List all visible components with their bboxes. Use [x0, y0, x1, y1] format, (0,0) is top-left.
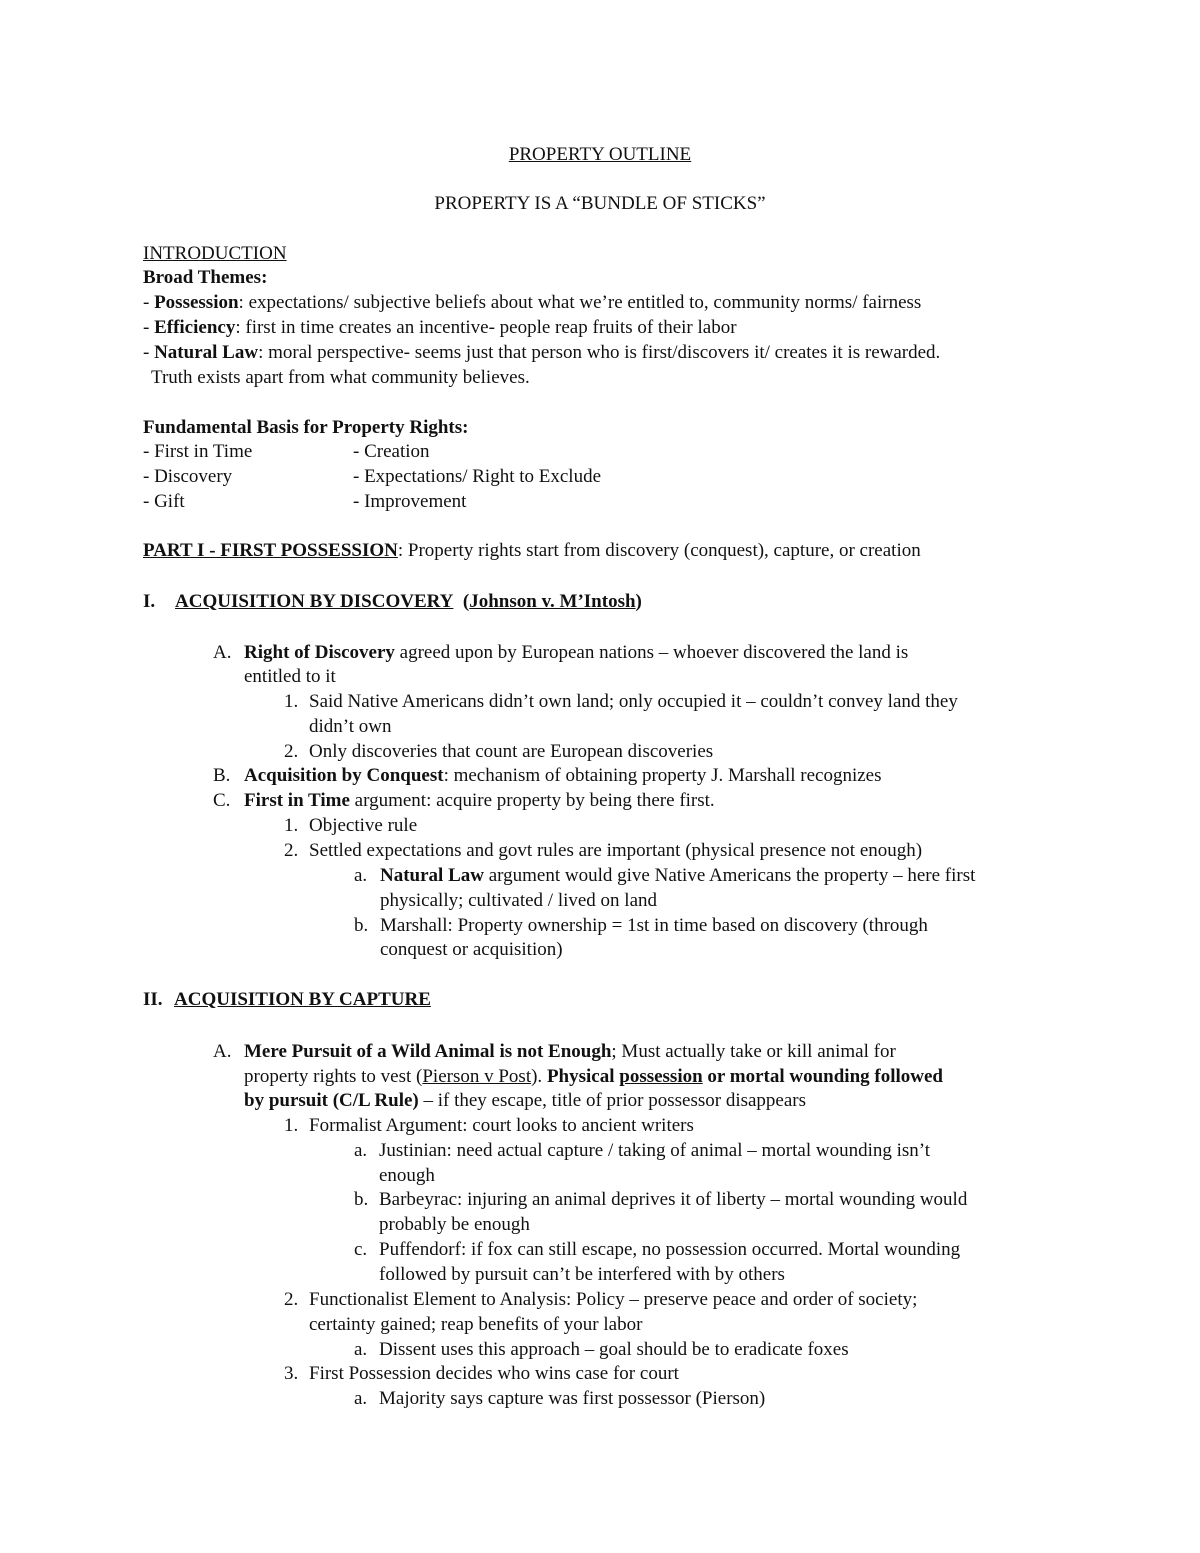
section1-item-c2b-cont: conquest or acquisition) [380, 939, 563, 960]
section2-item-a1c-cont: followed by pursuit can’t be interfered with by others [379, 1264, 785, 1285]
section1-item-b: Acquisition by Conquest: mechanism of obtaining property J. Marshall recognizes [244, 765, 882, 786]
section2-item-a-line3: by pursuit (C/L Rule) – if they escape, title of prior possessor disappears [244, 1090, 807, 1111]
section2-item-a1b-cont: probably be enough [379, 1214, 530, 1235]
section2-item-a3a: Majority says capture was first possessor (Pierson) [379, 1388, 766, 1409]
section2-item-a1c: Puffendorf: if fox can still escape, no possession occurred. Mortal wounding [379, 1239, 961, 1260]
section2-item-a2: Functionalist Element to Analysis: Policy – preserve peace and order of society; [309, 1289, 918, 1310]
section1-item-c2a: Natural Law argument would give Native Americans the property – here first [380, 865, 976, 886]
item-label: a. [354, 1388, 368, 1409]
item-label: 1. [284, 691, 299, 712]
section1-item-a: Right of Discovery agreed upon by European nations – whoever discovered the land is [244, 642, 909, 663]
section1-item-a1-cont: didn’t own [309, 716, 392, 737]
intro-heading: INTRODUCTION [143, 243, 287, 264]
section1-item-a2: Only discoveries that count are European discoveries [309, 741, 714, 762]
item-label: a. [354, 1339, 368, 1360]
basis-left-item: - First in Time [143, 441, 253, 462]
fundamental-heading: Fundamental Basis for Property Rights: [143, 417, 469, 438]
item-label: 3. [284, 1363, 299, 1384]
section2-item-a1b: Barbeyrac: injuring an animal deprives it of liberty – mortal wounding would [379, 1189, 968, 1210]
section2-item-a: Mere Pursuit of a Wild Animal is not Enough; Must actually take or kill animal for [244, 1041, 896, 1062]
section1-item-a-cont: entitled to it [244, 666, 336, 687]
basis-right-item: - Expectations/ Right to Exclude [353, 466, 602, 487]
item-label: B. [213, 765, 231, 786]
section2-item-a1: Formalist Argument: court looks to ancient writers [309, 1115, 694, 1136]
section2-item-a1a: Justinian: need actual capture / taking of animal – mortal wounding isn’t [379, 1140, 931, 1161]
basis-left-item: - Discovery [143, 466, 233, 487]
item-label: 1. [284, 1115, 299, 1136]
theme-natural-law: - Natural Law: moral perspective- seems just that person who is first/discovers it/ creates it is rewarded. [143, 342, 941, 363]
basis-right-item: - Improvement [353, 491, 467, 512]
item-label: c. [354, 1239, 368, 1260]
theme-possession: - Possession: expectations/ subjective beliefs about what we’re entitled to, community norms/ fairness [143, 292, 922, 313]
basis-right-item: - Creation [353, 441, 430, 462]
section2-number: II. [143, 989, 163, 1010]
item-label: 2. [284, 840, 299, 861]
item-label: A. [213, 642, 232, 663]
section1-item-c2b: Marshall: Property ownership = 1st in time based on discovery (through [380, 915, 928, 936]
document-subtitle: PROPERTY IS A “BUNDLE OF STICKS” [434, 193, 766, 214]
section2-item-a3: First Possession decides who wins case for court [309, 1363, 679, 1384]
basis-left-item: - Gift [143, 491, 185, 512]
section2-item-a-line2: property rights to vest (Pierson v Post). Physical possession or mortal wounding followed [244, 1066, 944, 1087]
item-label: b. [354, 1189, 369, 1210]
broad-themes-heading: Broad Themes: [143, 267, 268, 288]
section1-item-c2a-cont: physically; cultivated / lived on land [380, 890, 658, 911]
section1-item-a1: Said Native Americans didn’t own land; only occupied it – couldn’t convey land they [309, 691, 958, 712]
item-label: b. [354, 915, 369, 936]
theme-efficiency: - Efficiency: first in time creates an incentive- people reap fruits of their labor [143, 317, 737, 338]
section1-item-c2: Settled expectations and govt rules are important (physical presence not enough) [309, 840, 923, 861]
section1-number: I. [143, 591, 156, 612]
section1-heading: ACQUISITION BY DISCOVERY (Johnson v. M’Intosh) [175, 591, 642, 612]
section2-item-a2-cont: certainty gained; reap benefits of your labor [309, 1314, 643, 1335]
item-label: 2. [284, 741, 299, 762]
section1-item-c: First in Time argument: acquire property by being there first. [244, 790, 715, 811]
part1-heading: PART I - FIRST POSSESSION: Property rights start from discovery (conquest), capture, or creation [143, 540, 921, 561]
document-title: PROPERTY OUTLINE [508, 144, 692, 165]
theme-natural-law-cont: Truth exists apart from what community believes. [151, 367, 530, 388]
item-label: C. [213, 790, 231, 811]
section2-heading: ACQUISITION BY CAPTURE [174, 989, 431, 1010]
item-label: a. [354, 1140, 368, 1161]
section2-item-a1a-cont: enough [379, 1165, 435, 1186]
item-label: 1. [284, 815, 299, 836]
section2-item-a2a: Dissent uses this approach – goal should be to eradicate foxes [379, 1339, 849, 1360]
item-label: a. [354, 865, 368, 886]
item-label: A. [213, 1041, 232, 1062]
item-label: 2. [284, 1289, 299, 1310]
section1-item-c1: Objective rule [309, 815, 418, 836]
